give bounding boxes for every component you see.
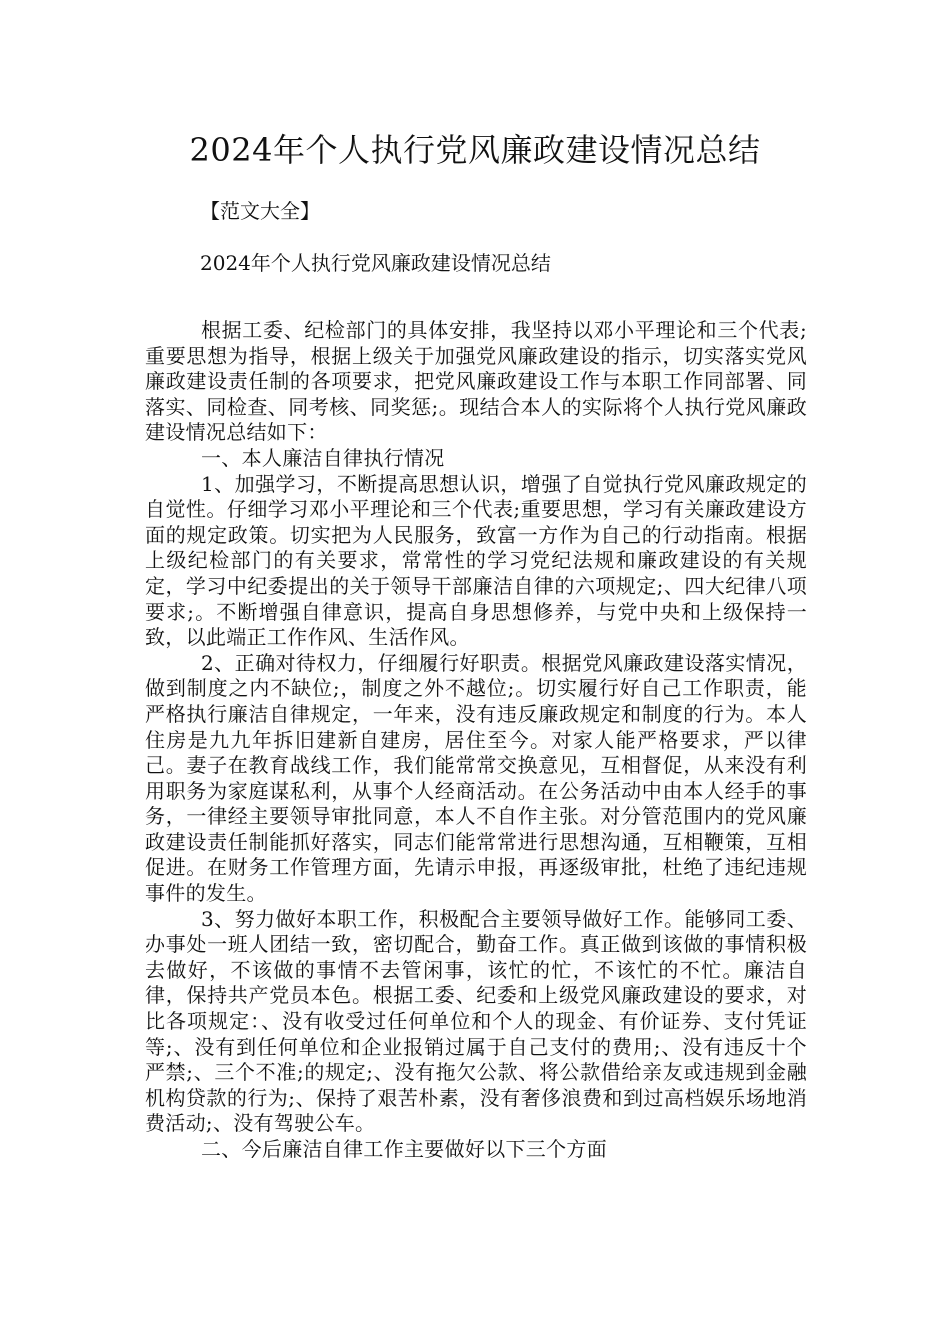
- document-title: 2024年个人执行党风廉政建设情况总结: [189, 131, 761, 169]
- document-body: [145, 318, 807, 1163]
- document-subtitle: 2024年个人执行党风廉政建设情况总结: [200, 251, 551, 275]
- body-paragraph: 3、努力做好本职工作，积极配合主要领导做好工作。能够同工委、办事处一班人团结一致，密切配合，勤奋工作。真正做到该做的事情积极去做好，不该做的事情不去管闲事，该忙的忙，不该忙的不忙。廉洁自律，保持共产党员本色。根据工委、纪委和上级党风廉政建设的要求，对比各项规定：、没有收受过任何单位和个人的现金、有价证券、支付凭证等;、没有到任何单位和企业报销过属于自己支付的费用;、没有违反十个严禁;、三个不准;的规定;、没有拖欠公款、将公款借给亲友或违规到金融机构贷款的行为;、保持了艰苦朴素，没有奢侈浪费和到过高档娱乐场地消费活动;、没有驾驶公车。: [145, 906, 807, 1136]
- section-heading-2: 二、今后廉洁自律工作主要做好以下三个方面: [201, 1137, 607, 1161]
- category-tag: 【范文大全】: [200, 199, 320, 223]
- intro-paragraph: 根据工委、纪检部门的具体安排，我坚持以邓小平理论和三个代表;重要思想为指导，根据上级关于加强党风廉政建设的指示，切实落实党风廉政建设责任制的各项要求，把党风廉政建设工作与本职工作同部署、同落实、同检查、同考核、同奖惩;。现结合本人的实际将个人执行党风廉政建设情况总结如下：: [145, 318, 807, 445]
- section-heading-1: 一、本人廉洁自律执行情况: [201, 445, 445, 470]
- body-paragraph: 1、加强学习，不断提高思想认识，增强了自觉执行党风廉政规定的自觉性。仔细学习邓小平理论和三个代表;重要思想，学习有关廉政建设方面的规定政策。切实把为人民服务，致富一方作为自己的行动指南。根据上级纪检部门的有关要求，常常性的学习党纪法规和廉政建设的有关规定，学习中纪委提出的关于领导干部廉洁自律的六项规定;、四大纪律八项要求;。不断增强自律意识，提高自身思想修养，与党中央和上级保持一致，以此端正工作作风、生活作风。: [145, 471, 807, 650]
- body-paragraph: 2、正确对待权力，仔细履行好职责。根据党风廉政建设落实情况，做到制度之内不缺位;，制度之外不越位;。切实履行好自己工作职责，能严格执行廉洁自律规定，一年来，没有违反廉政规定和制度的行为。本人住房是九九年拆旧建新自建房，居住至今。对家人能严格要求，严以律己。妻子在教育战线工作，我们能常常交换意见，互相督促，从来没有利用职务为家庭谋私利，从事个人经商活动。在公务活动中由本人经手的事务，一律经主要领导审批同意，本人不自作主张。对分管范围内的党风廉政建设责任制能抓好落实，同志们能常常进行思想沟通，互相鞭策，互相促进。在财务工作管理方面，先请示申报，再逐级审批，杜绝了违纪违规事件的发生。: [145, 650, 807, 906]
